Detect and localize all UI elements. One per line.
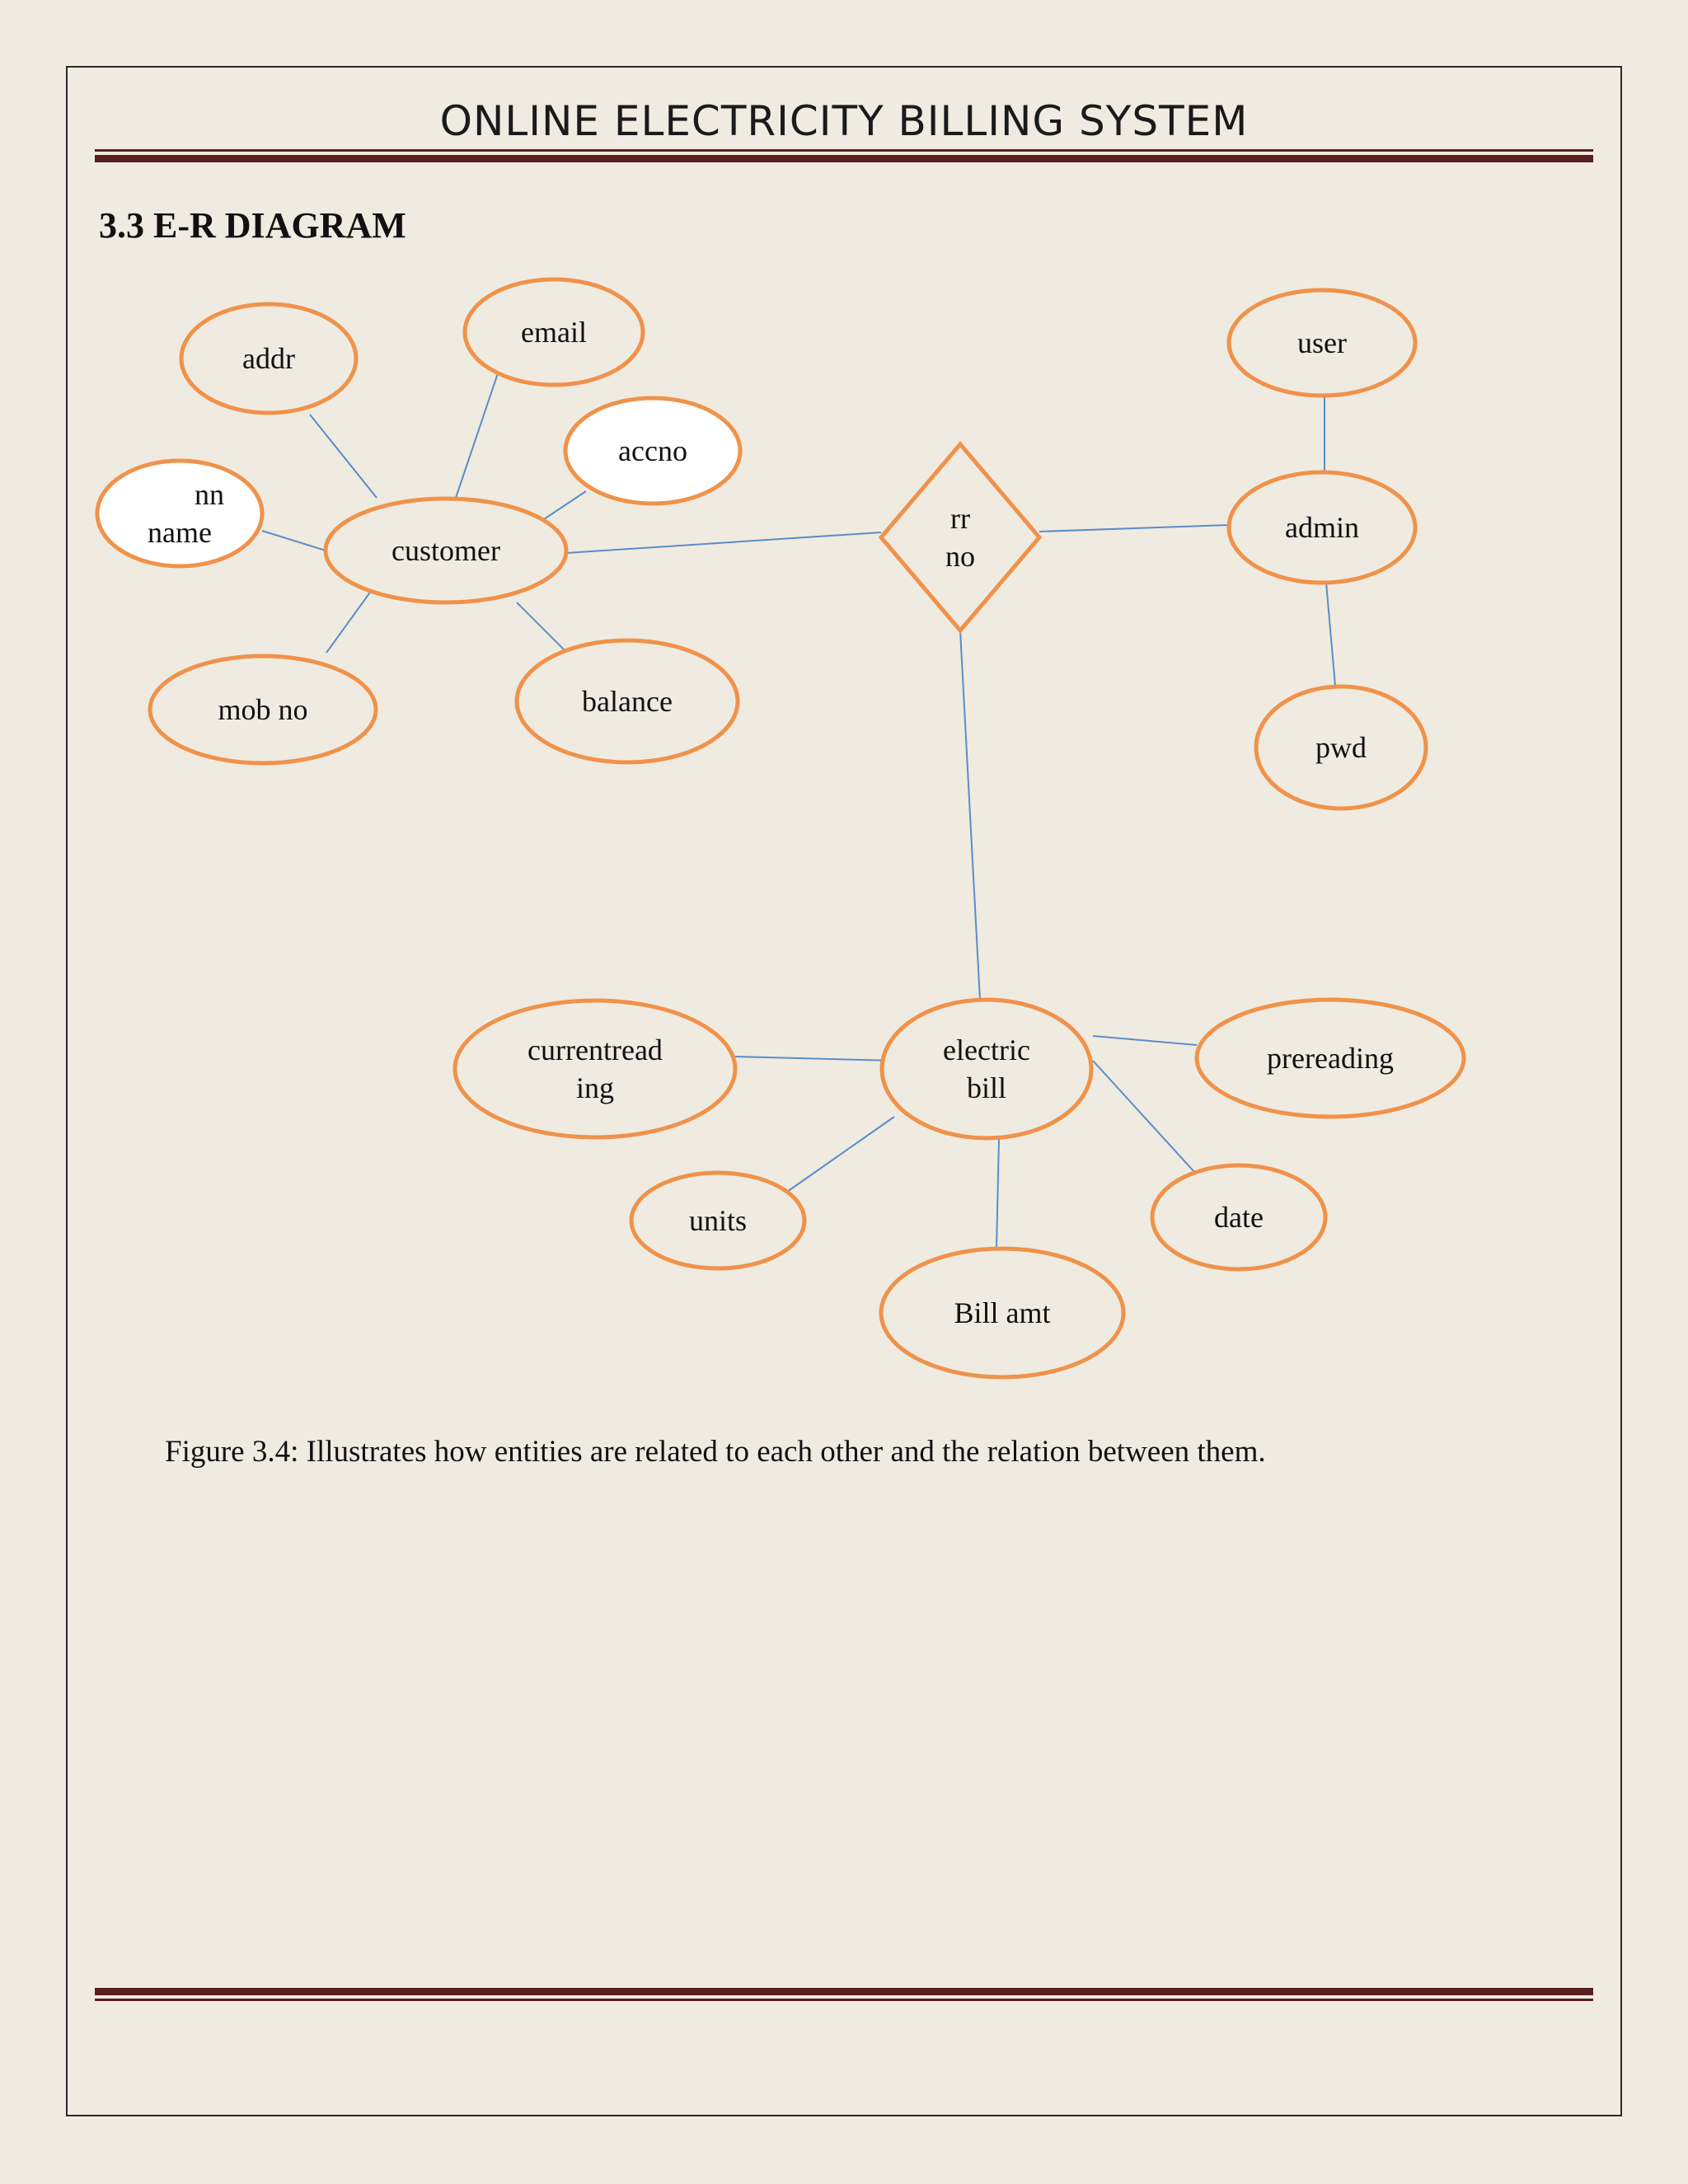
- node-pwd: [1256, 687, 1426, 808]
- node-prereading: [1197, 1000, 1464, 1117]
- node-user: [1229, 290, 1415, 396]
- node-label: electric: [943, 1033, 1030, 1066]
- node-label: units: [688, 1204, 748, 1237]
- node-name: [97, 461, 262, 566]
- edge-customer-email: [455, 373, 498, 500]
- node-label: accno: [618, 434, 687, 467]
- node-mobno: [150, 656, 376, 763]
- node-label: bill: [966, 1071, 1007, 1104]
- section-heading: 3.3 E-R DIAGRAM: [99, 205, 406, 246]
- node-admin: [1229, 472, 1415, 583]
- nodes-layer: [97, 279, 1464, 1377]
- node-billamt: [881, 1249, 1123, 1377]
- edge-electricbill-date: [1093, 1061, 1195, 1173]
- node-label: email: [521, 316, 587, 349]
- node-label: currentread: [528, 1033, 663, 1066]
- node-label: balance: [582, 685, 673, 718]
- edge-electricbill-units: [787, 1117, 894, 1192]
- edge-electricbill-currentreading: [735, 1057, 894, 1061]
- node-currentreading: [455, 1001, 735, 1137]
- node-email: [465, 279, 643, 385]
- node-addr: [181, 304, 356, 413]
- edge-customer-addr: [310, 415, 377, 498]
- node-balance: [517, 640, 738, 762]
- edge-rrno-admin: [1039, 525, 1229, 532]
- page-header-title: ONLINE ELECTRICITY BILLING SYSTEM: [439, 97, 1249, 145]
- node-label: no: [945, 540, 975, 573]
- figure-caption: Figure 3.4: Illustrates how entities are related to each other and the relation between them.: [165, 1435, 1266, 1469]
- ellipse-shape: [455, 1001, 735, 1137]
- node-label: prereading: [1267, 1042, 1394, 1075]
- node-label: Bill amt: [954, 1296, 1051, 1329]
- edge-customer-rrno: [566, 532, 881, 553]
- edge-electricbill-prereading: [1093, 1036, 1197, 1045]
- ellipse-shape: [97, 461, 262, 566]
- node-label: admin: [1285, 511, 1359, 544]
- node-units: [631, 1173, 804, 1268]
- edge-rrno-electricbill: [960, 630, 980, 1000]
- relationship-rrno: [881, 444, 1039, 630]
- edge-customer-balance: [517, 602, 565, 651]
- node-label: rr: [950, 502, 970, 535]
- diamond-shape: [881, 444, 1039, 630]
- edge-customer-name: [262, 531, 326, 551]
- node-electricbill: [882, 1000, 1091, 1138]
- node-label: ing: [575, 1071, 615, 1104]
- footer-rule: [95, 1988, 1593, 2001]
- node-label: mob no: [218, 693, 308, 726]
- node-label: addr: [242, 342, 295, 375]
- node-accno: [565, 398, 740, 504]
- ellipse-shape: [882, 1000, 1091, 1138]
- edge-customer-mobno: [326, 584, 376, 653]
- node-label: pwd: [1315, 731, 1367, 764]
- node-label: name: [148, 516, 212, 549]
- node-label: user: [1297, 326, 1347, 359]
- node-date: [1152, 1165, 1325, 1269]
- node-label: customer: [392, 534, 500, 567]
- node-label: nn: [195, 478, 224, 511]
- node-label: date: [1214, 1201, 1264, 1234]
- node-customer: [326, 499, 566, 602]
- edge-admin-pwd: [1326, 583, 1335, 686]
- edge-electricbill-billamt: [996, 1138, 999, 1249]
